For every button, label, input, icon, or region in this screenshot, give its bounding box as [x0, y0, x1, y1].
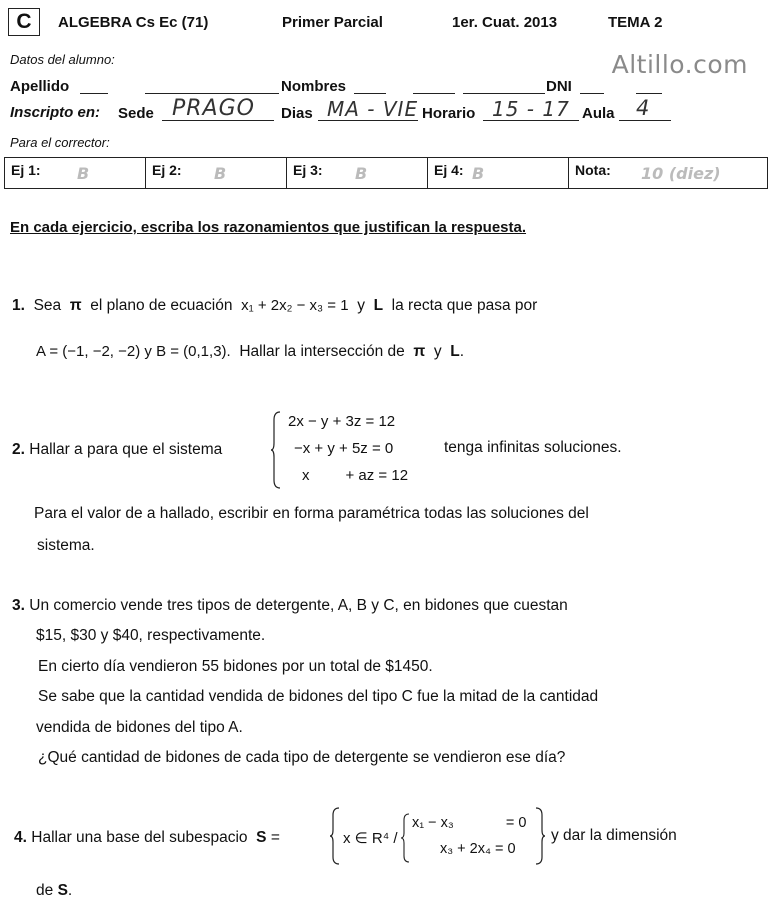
grade-label-nota: Nota:	[575, 162, 611, 178]
aula-line	[619, 120, 671, 121]
exercise-3-line-1: 3. Un comercio vende tres tipos de detergente, A, B y C, en bidones que cuestan	[12, 597, 568, 614]
exercise-4-number: 4.	[14, 829, 27, 846]
exercise-4-line-2: de S.	[36, 882, 73, 899]
system-eq-3: x + az = 12	[302, 467, 409, 484]
dias-label: Dias	[281, 105, 313, 122]
apellido-line-2	[145, 93, 279, 94]
nombres-line-1	[354, 93, 386, 94]
exercise-2-line-2: Para el valor de a hallado, escribir en forma paramétrica todas las soluciones del	[34, 505, 589, 522]
set-condition-x: x ∈ R⁴ /	[343, 830, 398, 847]
corrector-label: Para el corrector:	[10, 135, 110, 150]
exercise-1-number: 1.	[12, 297, 25, 314]
exam-name: Primer Parcial	[282, 14, 383, 31]
grade-cell-ej3	[287, 158, 428, 188]
grade-cell-ej1	[5, 158, 146, 188]
grade-label-ej4: Ej 4:	[434, 162, 464, 178]
dias-line	[318, 120, 418, 121]
exercise-3-line-6: ¿Qué cantidad de bidones de cada tipo de detergente se vendieron ese día?	[38, 749, 566, 766]
points-ab: A = (−1, −2, −2) y B = (0,1,3).	[36, 343, 231, 360]
grade-label-ej1: Ej 1:	[11, 162, 41, 178]
course-title: ALGEBRA Cs Ec (71)	[58, 14, 209, 31]
subspace-conditions	[412, 810, 526, 862]
exercise-4-outro: y dar la dimensión	[551, 827, 677, 844]
grade-label-ej2: Ej 2:	[152, 162, 182, 178]
nombres-line-2	[413, 93, 455, 94]
exercise-3-number: 3.	[12, 597, 25, 614]
exercise-2-line-3: sistema.	[37, 537, 95, 554]
sede-line	[162, 120, 274, 121]
grade-cell-ej4	[428, 158, 569, 188]
tema-letter: C	[16, 10, 32, 33]
condition-1: x₁ − x₃ = 0	[412, 815, 527, 831]
exercise-3-line-4: Se sabe que la cantidad vendida de bidones del tipo C fue la mitad de la cantidad	[38, 688, 599, 705]
exercise-2-intro: 2. Hallar a para que el sistema	[12, 441, 223, 458]
conditions-brace	[400, 812, 410, 864]
dni-line-2	[636, 93, 662, 94]
plane-equation: x₁ + 2x₂ − x₃ = 1	[241, 297, 349, 314]
system-eq-2: −x + y + 5z = 0	[294, 440, 394, 457]
dni-label: DNI	[546, 78, 572, 95]
system-eq-1: 2x − y + 3z = 12	[288, 413, 396, 430]
condition-2: x₃ + 2x₄ = 0	[440, 841, 516, 857]
grade-mark-ej1: B	[77, 164, 90, 183]
grade-mark-ej2: B	[214, 164, 227, 183]
apellido-line-1	[80, 93, 108, 94]
apellido-label: Apellido	[10, 78, 70, 95]
subspace-S-symbol: S	[256, 829, 267, 846]
tema-letter-box	[8, 8, 40, 36]
sede-label: Sede	[118, 105, 154, 122]
aula-label: Aula	[582, 105, 615, 122]
tema-label: TEMA 2	[608, 14, 663, 31]
student-section-label: Datos del alumno:	[10, 52, 115, 67]
grade-mark-nota: 10 (diez)	[641, 164, 721, 183]
grade-mark-ej3: B	[355, 164, 368, 183]
line-L-symbol: L	[373, 297, 384, 314]
system-brace	[270, 410, 282, 490]
dias-value: MA - VIE	[327, 97, 419, 121]
grade-cell-nota	[569, 158, 767, 188]
exercise-2-number: 2.	[12, 441, 25, 458]
sede-value: PRAGO	[172, 96, 255, 121]
nombres-line-3	[463, 93, 545, 94]
grade-mark-ej4: B	[472, 164, 485, 183]
equation-system	[288, 408, 408, 489]
inscripto-label: Inscripto en:	[10, 104, 101, 121]
exercise-1-line-2: A = (−1, −2, −2) y B = (0,1,3). Hallar la intersección de π y L.	[36, 343, 465, 360]
exercise-4-intro: 4. Hallar una base del subespacio S =	[14, 829, 280, 846]
grading-table	[4, 157, 768, 189]
exercise-3-line-3: En cierto día vendieron 55 bidones por un total de $1450.	[38, 658, 433, 675]
set-brace-left	[329, 806, 341, 866]
set-brace-right	[534, 806, 546, 866]
exam-term: 1er. Cuat. 2013	[452, 14, 558, 31]
aula-value: 4	[636, 96, 651, 120]
dni-line-1	[580, 93, 604, 94]
horario-label: Horario	[422, 105, 476, 122]
grade-cell-ej2	[146, 158, 287, 188]
exercise-3-line-2: $15, $30 y $40, respectivamente.	[36, 627, 266, 644]
grade-label-ej3: Ej 3:	[293, 162, 323, 178]
exercise-1-line-1: 1. Sea π el plano de ecuación x₁ + 2x₂ − x₃ = 1 y L la recta que pasa por	[12, 297, 538, 314]
exercise-2-outro: tenga infinitas soluciones.	[444, 439, 622, 456]
horario-line	[483, 120, 579, 121]
instructions: En cada ejercicio, escriba los razonamientos que justifican la respuesta.	[10, 219, 527, 236]
watermark: Altillo.com	[611, 50, 748, 79]
pi-symbol: π	[69, 297, 82, 314]
exercise-3-line-5: vendida de bidones del tipo A.	[36, 719, 243, 736]
horario-value: 15 - 17	[492, 97, 570, 121]
nombres-label: Nombres	[281, 78, 347, 95]
